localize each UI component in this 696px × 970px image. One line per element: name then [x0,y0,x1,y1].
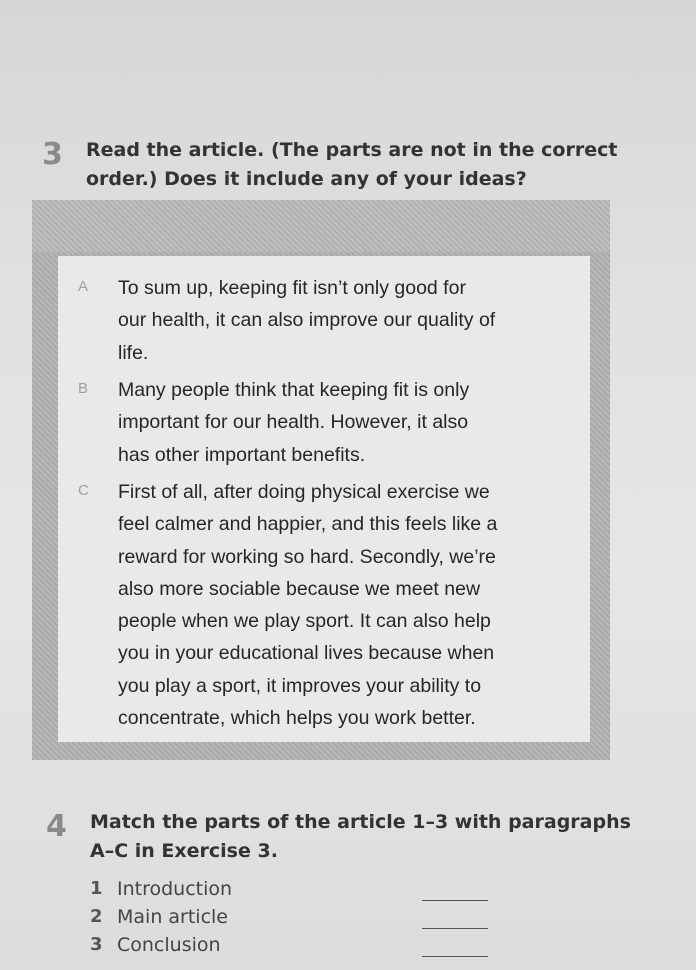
match-item-introduction [90,878,520,906]
paragraph-line: our health, it can also improve our quality of [118,309,496,332]
match-item-number: 2 [90,906,103,927]
paragraph-line: Many people think that keeping fit is only [118,379,470,401]
match-item-conclusion [90,934,520,962]
paragraph-line: concentrate, which helps you work better. [118,707,476,730]
paragraph-line: important for our health. However, it also [118,411,469,434]
answer-blank[interactable] [422,956,488,957]
answer-blank[interactable] [422,928,488,929]
match-item-label: Conclusion [117,934,221,956]
exercise-3-instruction [86,136,617,194]
article-panel-header-band [32,200,610,252]
paragraph-line: reward for working so hard. Secondly, we’re [118,545,496,568]
paragraph-a-letter: A [78,278,89,295]
paragraph-b-text [118,374,578,471]
match-items-list [90,878,520,962]
match-item-number: 1 [90,878,103,899]
match-item-main-article [90,906,520,934]
paragraph-c-text [118,476,578,734]
paragraph-line: you in your educational lives because when [118,642,495,665]
paragraph-line: also more sociable because we meet new [118,577,481,600]
paragraph-b-letter: B [78,380,89,397]
exercise-3-instruction-line-1: Read the article. (The parts are not in the correct [86,139,618,161]
paragraph-line: has other important benefits. [118,443,366,466]
match-item-label: Main article [117,906,228,928]
exercise-3-instruction-line-2: order.) Does it include any of your ideas? [86,168,527,190]
paragraph-line: life. [118,341,149,364]
paragraph-line: To sum up, keeping fit isn’t only good for [118,277,466,299]
paragraph-c-letter: C [78,482,89,499]
match-item-label: Introduction [117,878,233,900]
exercise-4-instruction-line-1: Match the parts of the article 1–3 with paragraphs [90,811,631,833]
paragraph-line: First of all, after doing physical exercise we [118,481,490,503]
exercise-4-number: 4 [46,809,67,844]
match-item-number: 3 [90,934,103,955]
article-card [58,256,590,742]
answer-blank[interactable] [422,900,488,901]
paragraph-line: feel calmer and happier, and this feels like a [118,513,498,536]
paragraph-line: you play a sport, it improves your ability to [118,674,482,697]
exercise-3-number: 3 [42,137,63,172]
paragraph-a-text [118,272,578,369]
exercise-4-instruction [90,808,631,866]
exercise-4-instruction-line-2: A–C in Exercise 3. [90,840,278,862]
paragraph-line: people when we play sport. It can also help [118,610,491,633]
